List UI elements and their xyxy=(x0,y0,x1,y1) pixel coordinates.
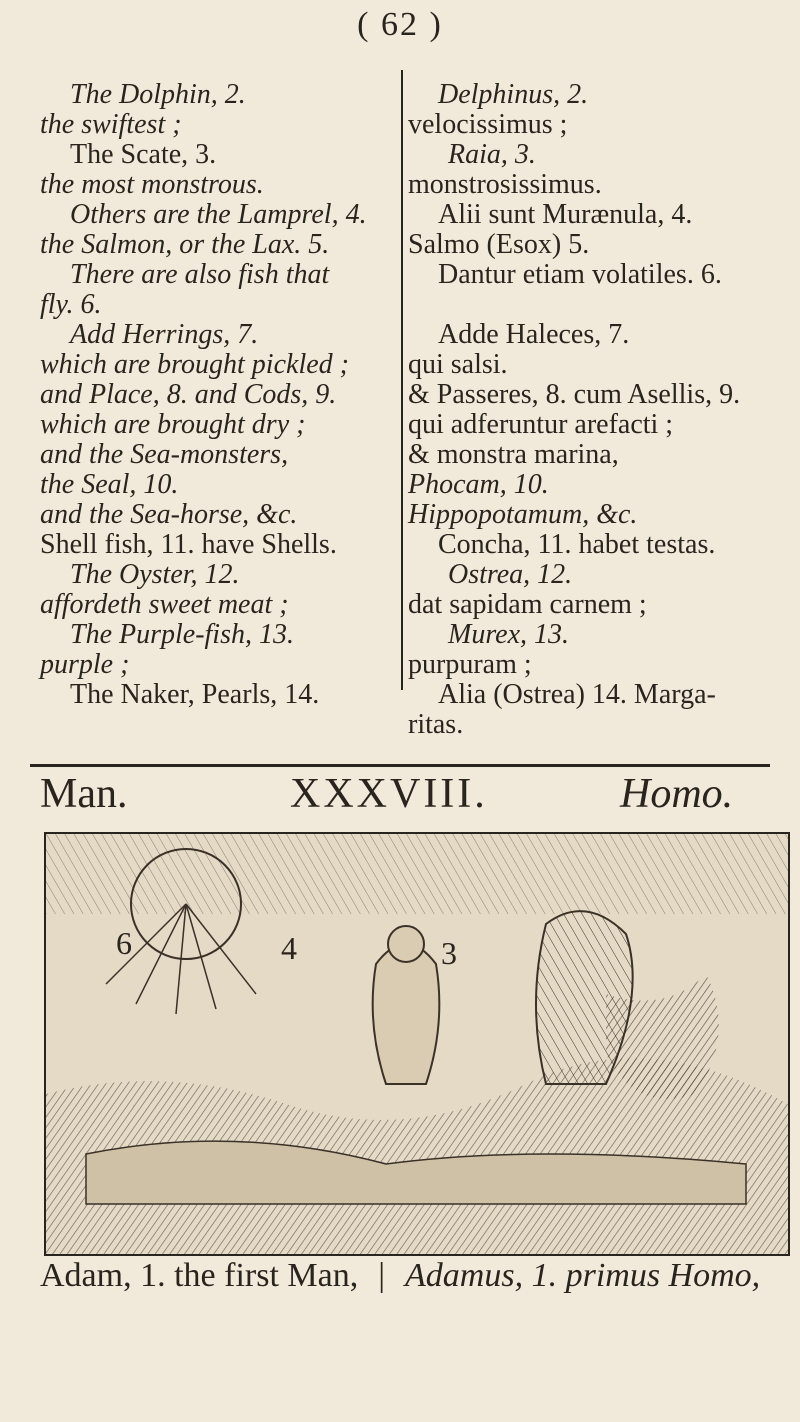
column-divider xyxy=(401,70,403,690)
text-line: Add Herrings, 7. xyxy=(70,319,259,350)
text-line: Phocam, 10. xyxy=(408,469,549,500)
svg-text:3: 3 xyxy=(441,935,457,971)
svg-text:4: 4 xyxy=(281,930,297,966)
text-line: monstrosissimus. xyxy=(408,169,602,200)
text-line: Salmo (Esox) 5. xyxy=(408,229,590,260)
caption-english: Adam, 1. the first Man, xyxy=(40,1257,359,1294)
text-line: ritas. xyxy=(408,709,464,740)
latin-title: Homo. xyxy=(620,771,734,817)
text-line: There are also fish that xyxy=(70,259,330,290)
text-line: The Purple-fish, 13. xyxy=(70,619,294,650)
text-line: purple ; xyxy=(40,649,130,680)
page-number: ( 62 ) xyxy=(357,6,443,43)
text-line: the Salmon, or the Lax. 5. xyxy=(40,229,330,260)
caption xyxy=(40,1257,800,1295)
text-line: & monstra marina, xyxy=(408,439,619,470)
text-line: qui salsi. xyxy=(408,349,508,380)
text-line: which are brought dry ; xyxy=(40,409,306,440)
text-line: Delphinus, 2. xyxy=(438,79,589,110)
text-line: Alii sunt Murænula, 4. xyxy=(438,199,693,230)
text-line: velocissimus ; xyxy=(408,109,568,140)
engraving-illustration xyxy=(44,832,790,1256)
text-line: fly. 6. xyxy=(40,289,102,320)
text-line: the most monstrous. xyxy=(40,169,264,200)
text-line: which are brought pickled ; xyxy=(40,349,349,380)
english-title: Man. xyxy=(40,771,128,817)
text-line: purpuram ; xyxy=(408,649,532,680)
text-line: Others are the Lamprel, 4. xyxy=(70,199,367,230)
section-header xyxy=(0,770,800,830)
text-line: Hippopotamum, &c. xyxy=(408,499,638,530)
text-line: and the Sea-monsters, xyxy=(40,439,289,470)
text-line: The Dolphin, 2. xyxy=(70,79,246,110)
text-line: the Seal, 10. xyxy=(40,469,179,500)
caption-separator: | xyxy=(378,1257,386,1294)
text-line: The Scate, 3. xyxy=(70,139,217,170)
caption-latin: Adamus, 1. primus Homo, xyxy=(405,1257,761,1294)
svg-text:6: 6 xyxy=(116,925,132,961)
text-line: Dantur etiam volatiles. 6. xyxy=(438,259,722,290)
section-rule xyxy=(30,764,770,767)
chapter-number: XXXVIII. xyxy=(290,771,488,817)
text-line: affordeth sweet meat ; xyxy=(40,589,289,620)
text-line: The Oyster, 12. xyxy=(70,559,240,590)
text-line: qui adferuntur arefacti ; xyxy=(408,409,674,440)
text-line: Adde Haleces, 7. xyxy=(438,319,630,350)
text-line: dat sapidam carnem ; xyxy=(408,589,647,620)
text-line: and Place, 8. and Cods, 9. xyxy=(40,379,337,410)
text-line: Raia, 3. xyxy=(448,139,536,170)
text-line: Murex, 13. xyxy=(448,619,570,650)
text-line: the swiftest ; xyxy=(40,109,182,140)
text-line: Concha, 11. habet testas. xyxy=(438,529,716,560)
text-line: The Naker, Pearls, 14. xyxy=(70,679,320,710)
text-line: Shell fish, 11. have Shells. xyxy=(40,529,337,560)
text-line: & Passeres, 8. cum Asellis, 9. xyxy=(408,379,741,410)
text-line: Alia (Ostrea) 14. Marga- xyxy=(438,679,716,710)
text-line: and the Sea-horse, &c. xyxy=(40,499,298,530)
engraving-picture xyxy=(46,834,788,1254)
text-line: Ostrea, 12. xyxy=(448,559,573,590)
